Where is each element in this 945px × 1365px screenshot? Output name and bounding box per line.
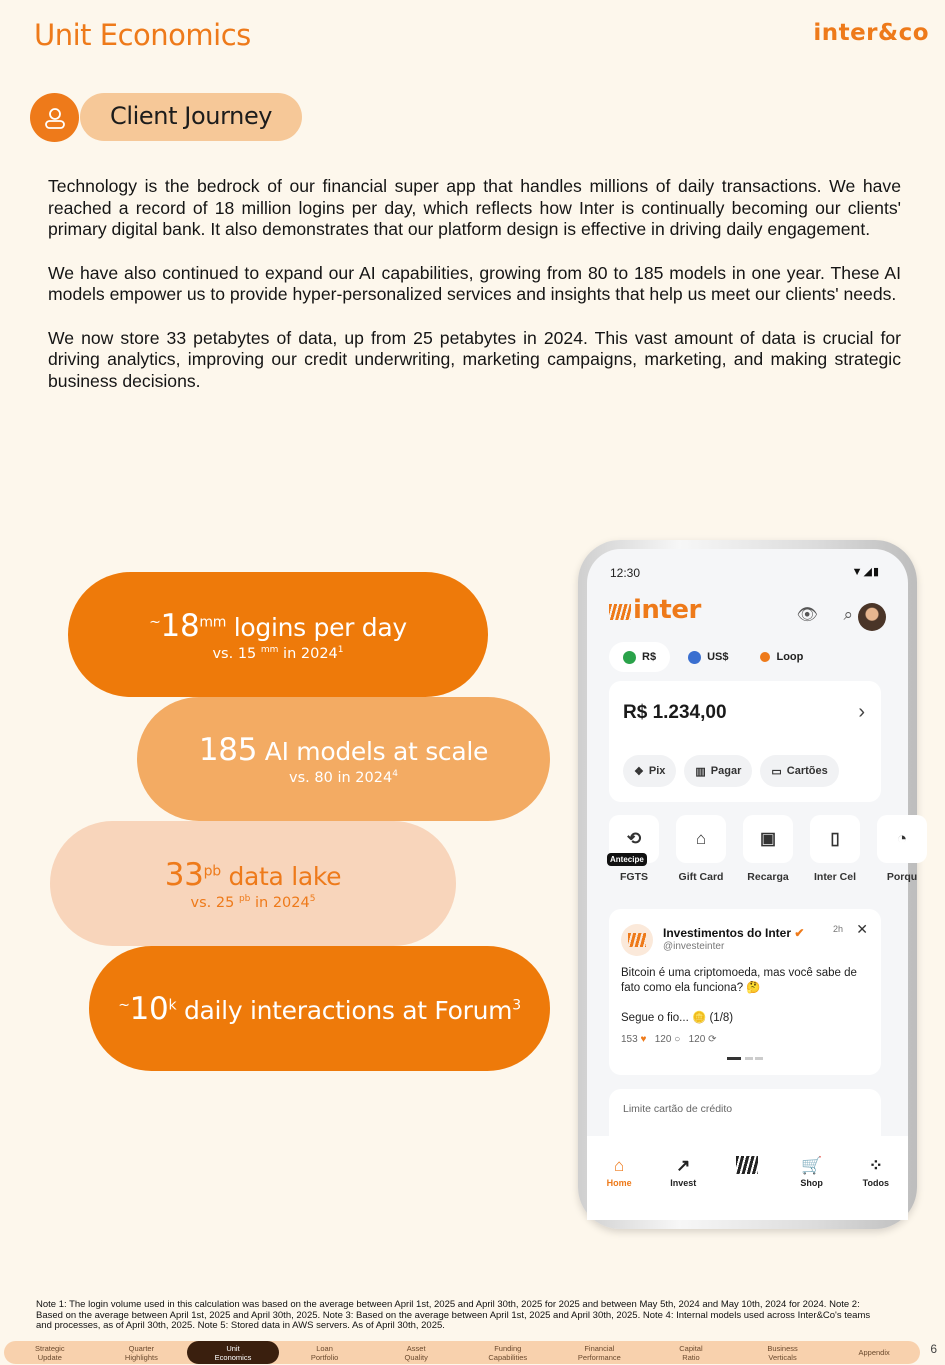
- pix-icon: ❖: [634, 765, 644, 778]
- nav-business-verticals[interactable]: Business Verticals: [767, 1343, 798, 1362]
- grid-icon: ⁘: [868, 1156, 883, 1175]
- phone-mockup: [578, 540, 917, 1229]
- inter-co-logo: inter&co: [813, 20, 929, 46]
- nav-strategic-update[interactable]: Strategic Update: [34, 1343, 65, 1362]
- status-icons: ▼◢▮: [851, 566, 880, 578]
- avatar[interactable]: [858, 603, 886, 631]
- section-tag: [80, 93, 302, 141]
- feed-post[interactable]: [609, 909, 881, 1075]
- status-time: 12:30: [610, 566, 641, 580]
- cart-icon: 🛒: [801, 1156, 823, 1175]
- paragraph: We now store 33 petabytes of data, up from 25 petabytes in 2024. This vast amount of data is crucial for driving analytics, improving our credit underwriting, marketing campaigns, marketing, and making strategic business decisions.: [48, 327, 901, 391]
- credit-card-limit[interactable]: Limite cartão de crédito: [609, 1089, 881, 1159]
- trend-icon: ↗: [676, 1156, 691, 1175]
- paragraph: We have also continued to expand our AI capabilities, growing from 80 to 185 models in one year. These AI models empower us to provide hyper-personalized services and insights that help us meet our clients' needs.: [48, 262, 901, 304]
- pix-button[interactable]: ❖ Pix: [623, 755, 676, 787]
- post-text-2: Segue o fio... 🪙 (1/8): [621, 1012, 734, 1024]
- chevron-right-icon[interactable]: ›: [858, 701, 865, 723]
- section-nav: [4, 1341, 920, 1364]
- highlight-forum: ~10$^k$ daily interactions at Forum$^3$: [89, 946, 550, 1071]
- comment-icon: ○: [674, 1034, 681, 1045]
- gift-icon: ⌂: [676, 815, 726, 863]
- inter-stripes-icon: [736, 1156, 758, 1174]
- barcode-icon: ▥: [695, 765, 706, 778]
- balance-amount: R$ 1.234,00: [623, 702, 727, 723]
- heart-icon: ♥: [640, 1034, 647, 1045]
- search-icon[interactable]: ⌕: [843, 605, 853, 624]
- tab-inter-logo[interactable]: [722, 1156, 772, 1220]
- tab-shop[interactable]: 🛒 Shop: [787, 1156, 837, 1220]
- piggy-icon: ◔: [877, 815, 927, 863]
- highlight-data-lake: $33^{pb}$ data lake vs. 25 $^{pb}$ in 2024$^5$: [50, 821, 456, 946]
- body-text: [48, 176, 901, 414]
- page-title: Unit Economics: [34, 18, 251, 52]
- highlight-logins: $^\sim 18^{mm}$ logins per day vs. 15 $^{mm}$ in 2024$^1$: [68, 572, 488, 697]
- home-icon: ⌂: [613, 1156, 625, 1175]
- nav-funding-capabilities[interactable]: Funding Capabilities: [488, 1343, 528, 1362]
- phone-screen: [587, 549, 918, 1220]
- antecipe-badge: Antecipe: [607, 853, 647, 866]
- close-icon[interactable]: ✕: [856, 921, 868, 937]
- section-label: Client Journey: [110, 102, 273, 130]
- user-icon: [30, 93, 79, 142]
- post-avatar: [621, 924, 653, 956]
- tab-brl[interactable]: R$: [609, 642, 670, 672]
- tab-loop[interactable]: Loop: [746, 642, 817, 672]
- shortcut-fgts[interactable]: ⟲ Antecipe FGTS: [609, 815, 659, 883]
- post-time: 2h: [832, 924, 843, 934]
- carousel-dots: [727, 1057, 763, 1060]
- post-stats: 153 ♥ 120 ○ 120 ⟳: [621, 1034, 717, 1045]
- phone-topup-icon: ▣: [743, 815, 793, 863]
- tab-home[interactable]: ⌂ Home: [594, 1156, 644, 1220]
- page-number: 6: [930, 1342, 937, 1356]
- card-icon: ▭: [771, 765, 782, 778]
- shortcut-inter-cel[interactable]: ▯ Inter Cel: [810, 815, 860, 883]
- balance-card[interactable]: [609, 681, 881, 802]
- tab-usd[interactable]: US$: [674, 642, 742, 672]
- nav-loan-portfolio[interactable]: Loan Portfolio: [310, 1343, 339, 1362]
- cards-button[interactable]: ▭ Cartões: [760, 755, 838, 787]
- nav-unit-economics[interactable]: Unit Economics: [187, 1341, 279, 1364]
- mobile-icon: ▯: [810, 815, 860, 863]
- post-author: Investimentos do Inter ✔: [663, 926, 805, 940]
- nav-quarter-highlights[interactable]: Quarter Highlights: [124, 1343, 158, 1362]
- bottom-tabbar: [587, 1136, 908, 1220]
- tab-invest[interactable]: ↗ Invest: [658, 1156, 708, 1220]
- footnotes: Note 1: The login volume used in this calculation was based on the average between April 1st, 2025 and April 30th, 2025 for 2025 and between May 5th, 2024 and May 10th, 2024 for 2024. Note 2: Based on the average between April 1st, 2025 and April 30th, 2025. Note 3: Based on the average between April 1st, 2025 and April 30th, 2025. Note 4: Internal models used across Inter&Co's teams and processes, as of April 30th, 2025. Note 5: Stored data in AWS servers. As of April 30th, 2025.: [36, 1299, 871, 1331]
- currency-tabs: [609, 642, 817, 672]
- shortcuts-row: [609, 815, 927, 883]
- nav-asset-quality[interactable]: Asset Quality: [404, 1343, 428, 1362]
- history-icon: ⟲: [609, 815, 659, 863]
- nav-capital-ratio[interactable]: Capital Ratio: [679, 1343, 703, 1362]
- highlight-ai-models: 185 AI models at scale vs. 80 in 2024$^4$: [137, 697, 550, 821]
- nav-appendix[interactable]: Appendix: [858, 1348, 890, 1357]
- post-handle: @investeinter: [663, 941, 725, 952]
- shortcut-recarga[interactable]: ▣ Recarga: [743, 815, 793, 883]
- pay-button[interactable]: ▥ Pagar: [684, 755, 752, 787]
- post-text: Bitcoin é uma criptomoeda, mas você sabe de fato como ela funciona? 🤔: [621, 967, 857, 994]
- nav-financial-performance[interactable]: Financial Performance: [577, 1343, 621, 1362]
- verified-icon: ✔: [794, 926, 805, 940]
- repost-icon: ⟳: [708, 1034, 717, 1045]
- shortcut-gift-card[interactable]: ⌂ Gift Card: [676, 815, 726, 883]
- paragraph: Technology is the bedrock of our financial super app that handles millions of daily transactions. We have reached a record of 18 million logins per day, which reflects how Inter is continually becoming our clients' primary digital bank. It also demonstrates that our platform design is effective in driving daily engagement.: [48, 176, 901, 239]
- tab-todos[interactable]: ⁘ Todos: [851, 1156, 901, 1220]
- app-logo: inter: [609, 595, 701, 625]
- eye-icon[interactable]: 👁: [796, 605, 818, 624]
- shortcut-porquinho[interactable]: ◔ Porqu: [877, 815, 927, 883]
